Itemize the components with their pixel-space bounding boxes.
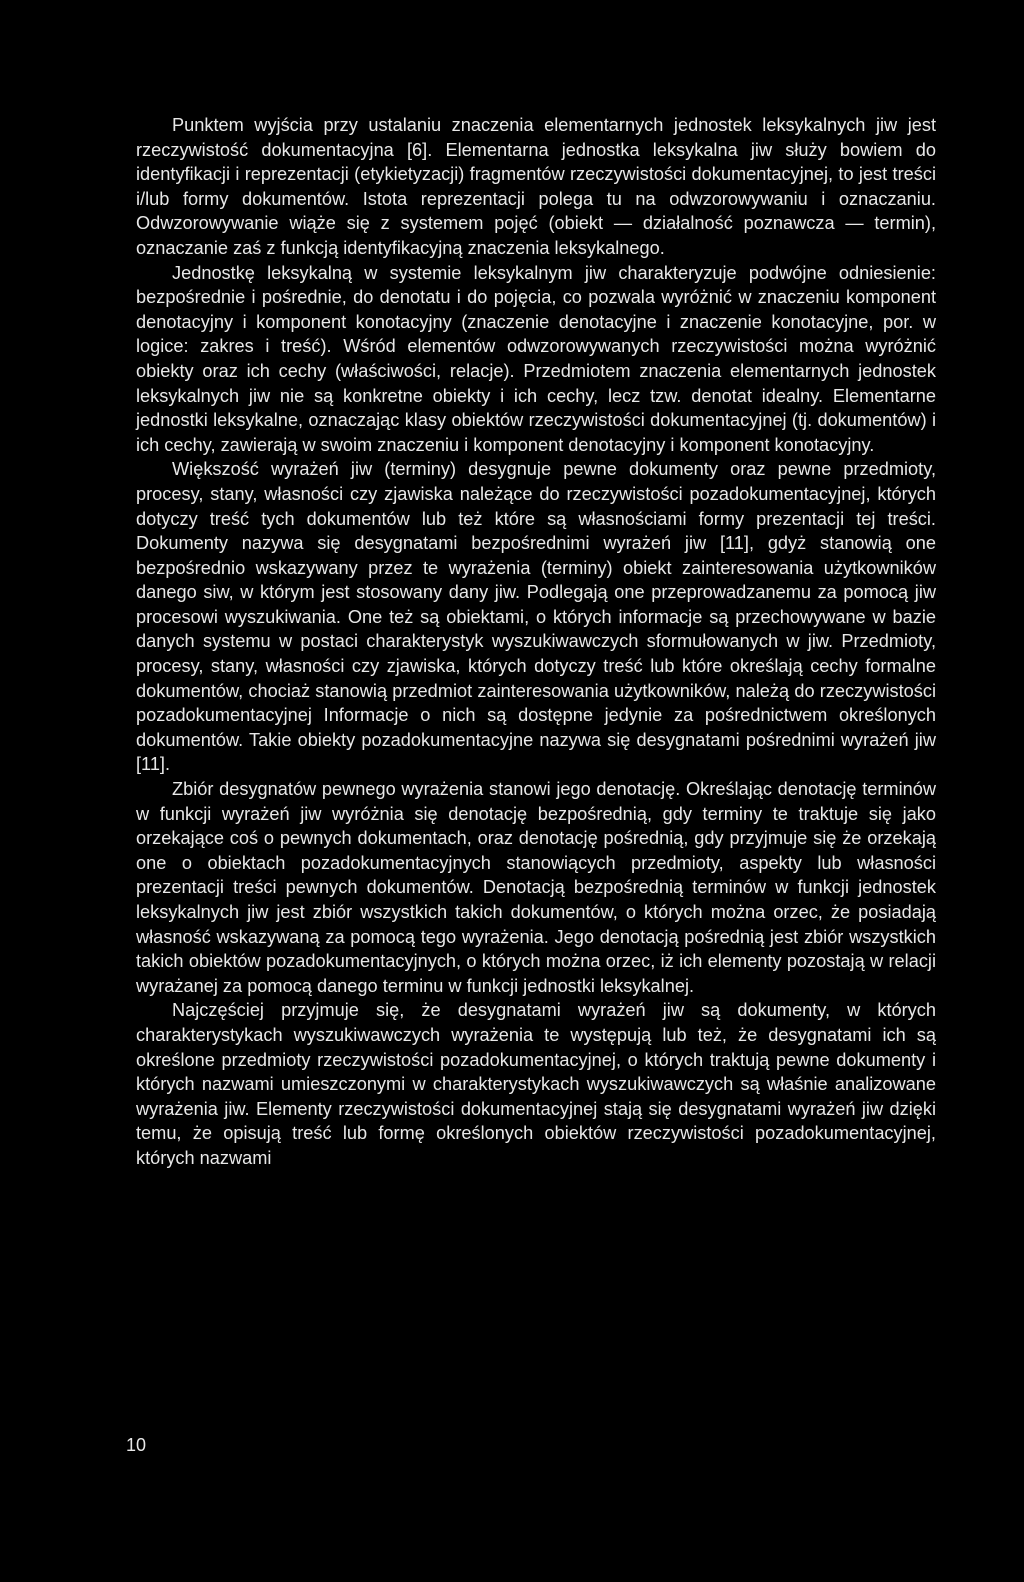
paragraph-3: Większość wyrażeń jiw (terminy) desygnuje pewne dokumenty oraz pewne przedmioty, procesy, stany, własności czy zjawiska należące do rzeczywistości pozadokumentacyjnej, których dotyczy treść tych dokumentów lub też które są własnościami formy prezentacji tej treści. Dokumenty nazywa się desygnatami bezpośrednimi wyrażeń jiw [11], gdyż stanowią one bezpośrednio wskazywany przez te wyrażenia (terminy) obiekt zainteresowania użytkowników danego siw, w którym jest stosowany dany jiw. Podlegają one przeprowadzanemu za pomocą jiw procesowi wyszukiwania. One też są obiektami, o których informacje są przechowywane w bazie danych systemu w postaci charakterystyk wyszukiwawczych sformułowanych w jiw. Przedmioty, procesy, stany, własności czy zjawiska, których dotyczy treść lub które określają cechy formalne dokumentów, chociaż stanowią przedmiot zainteresowania użytkowników, należą do rzeczywistości pozadokumentacyjnej Informacje o nich są dostępne jedynie za pośrednictwem określonych dokumentów. Takie obiekty pozadokumentacyjne nazywa się desygnatami pośrednimi wyrażeń jiw [11].	[136, 459, 936, 775]
page-number: 10	[126, 1435, 147, 1455]
paragraph-1: Punktem wyjścia przy ustalaniu znaczenia elementarnych jednostek leksykalnych jiw jest rzeczywistość dokumentacyjna [6]. Elementarna jednostka leksykalna jiw służy bowiem do identyfikacji i reprezentacji (etykietyzacji) fragmentów rzeczywistości dokumentacyjnej, to jest treści i/lub formy dokumentów. Istota reprezentacji polega tu na odwzorowywaniu i oznaczaniu. Odwzorowywanie wiąże się z systemem pojęć (obiekt — działalność poznawcza — termin), oznaczanie zaś z funkcją identyfikacyjną znaczenia leksykalnego.	[136, 115, 936, 258]
paragraph-2: Jednostkę leksykalną w systemie leksykalnym jiw charakteryzuje podwójne odniesienie: bezpośrednie i pośrednie, do denotatu i do pojęcia, co pozwala wyróżnić w znaczeniu komponent denotacyjny i komponent konotacyjny (znaczenie denotacyjne i znaczenie konotacyjne, por. w logice: zakres i treść). Wśród elementów odwzorowywanych rzeczywistości można wyróżnić obiekty oraz ich cechy (właściwości, relacje). Przedmiotem znaczenia elementarnych jednostek leksykalnych jiw nie są konkretne obiekty i ich cechy, lecz tzw. denotat idealny. Elementarne jednostki leksykalne, oznaczając klasy obiektów rzeczywistości dokumentacyjnej (tj. dokumentów) i ich cechy, zawierają w swoim znaczeniu i komponent denotacyjny i komponent konotacyjny.	[136, 262, 936, 455]
paragraph-4: Zbiór desygnatów pewnego wyrażenia stanowi jego denotację. Określając denotację terminów w funkcji wyrażeń jiw wyróżnia się denotację bezpośrednią, gdy terminy te traktuje się jako orzekające coś o pewnych dokumentach, oraz denotację pośrednią, gdy przyjmuje się że orzekają one o obiektach pozadokumentacyjnych stanowiących przedmioty, aspekty lub własności prezentacji treści pewnych dokumentów. Denotacją bezpośrednią terminów w funkcji jednostek leksykalnych jiw jest zbiór wszystkich takich dokumentów, o których można orzec, że posiadają własność wskazywaną za pomocą tego wyrażenia. Jego denotacją pośrednią jest zbiór wszystkich takich obiektów pozadokumentacyjnych, o których można orzec, iż ich elementy pozostają w relacji wyrażanej za pomocą danego terminu w funkcji jednostki leksykalnej.	[136, 779, 936, 996]
body-text	[136, 113, 936, 1171]
paragraph-5: Najczęściej przyjmuje się, że desygnatami wyrażeń jiw są dokumenty, w których charakterystykach wyszukiwawczych wyrażenia te występują lub też, że desygnatami ich są określone przedmioty rzeczywistości pozadokumentacyjnej, o których traktują pewne dokumenty i których nazwami umieszczonymi w charakterystykach wyszukiwawczych są właśnie analizowane wyrażenia jiw. Elementy rzeczywistości dokumentacyjnej stają się desygnatami wyrażeń jiw dzięki temu, że opisują treść lub formę określonych obiektów rzeczywistości pozadokumentacyjnej, których nazwami	[136, 1000, 936, 1168]
